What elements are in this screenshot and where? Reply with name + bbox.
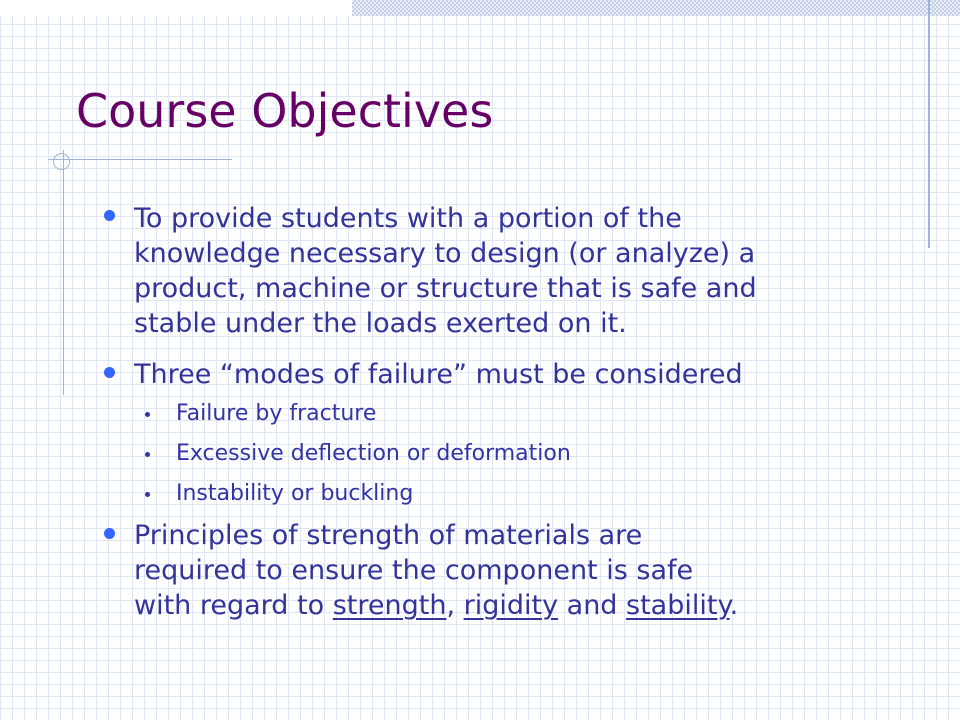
line-suffix: . bbox=[729, 590, 739, 621]
term-strength: strength bbox=[332, 590, 447, 621]
right-decorative-line bbox=[928, 0, 930, 248]
term-stability: stability bbox=[626, 590, 730, 621]
line-prefix: with regard to bbox=[134, 590, 333, 621]
background-corner-block bbox=[0, 0, 352, 16]
corner-circle-ornament bbox=[53, 153, 70, 170]
sub-bullet-fracture: Failure by fracture bbox=[176, 401, 377, 426]
sub-bullet-marker bbox=[145, 492, 150, 497]
bullet-1-line-4: stable under the loads exerted on it. bbox=[134, 308, 627, 339]
sub-bullet-deflection: Excessive deflection or deformation bbox=[176, 441, 571, 466]
bullet-marker bbox=[104, 528, 115, 539]
bullet-2-line-1: Three “modes of failure” must be considered bbox=[134, 359, 743, 390]
term-rigidity: rigidity bbox=[463, 590, 559, 621]
bullet-3-line-1: Principles of strength of materials are bbox=[134, 520, 643, 551]
bullet-marker bbox=[104, 367, 115, 378]
sub-bullet-marker bbox=[145, 452, 150, 457]
bullet-3-line-2: required to ensure the component is safe bbox=[134, 555, 694, 586]
title-underline bbox=[48, 159, 232, 160]
sub-bullet-marker bbox=[145, 412, 150, 417]
separator: and bbox=[558, 590, 627, 621]
bullet-1-line-3: product, machine or structure that is safe and bbox=[134, 273, 757, 304]
left-decorative-line bbox=[63, 150, 64, 395]
bullet-1-line-2: knowledge necessary to design (or analyze) a bbox=[134, 238, 756, 269]
slide-title: Course Objectives bbox=[76, 84, 494, 138]
top-decorative-strip bbox=[352, 0, 960, 16]
bullet-3-line-3 bbox=[134, 588, 738, 623]
bullet-1-line-1: To provide students with a portion of the bbox=[134, 203, 682, 234]
sub-bullet-buckling: Instability or buckling bbox=[176, 481, 414, 506]
bullet-marker bbox=[104, 210, 115, 221]
separator: , bbox=[446, 590, 464, 621]
